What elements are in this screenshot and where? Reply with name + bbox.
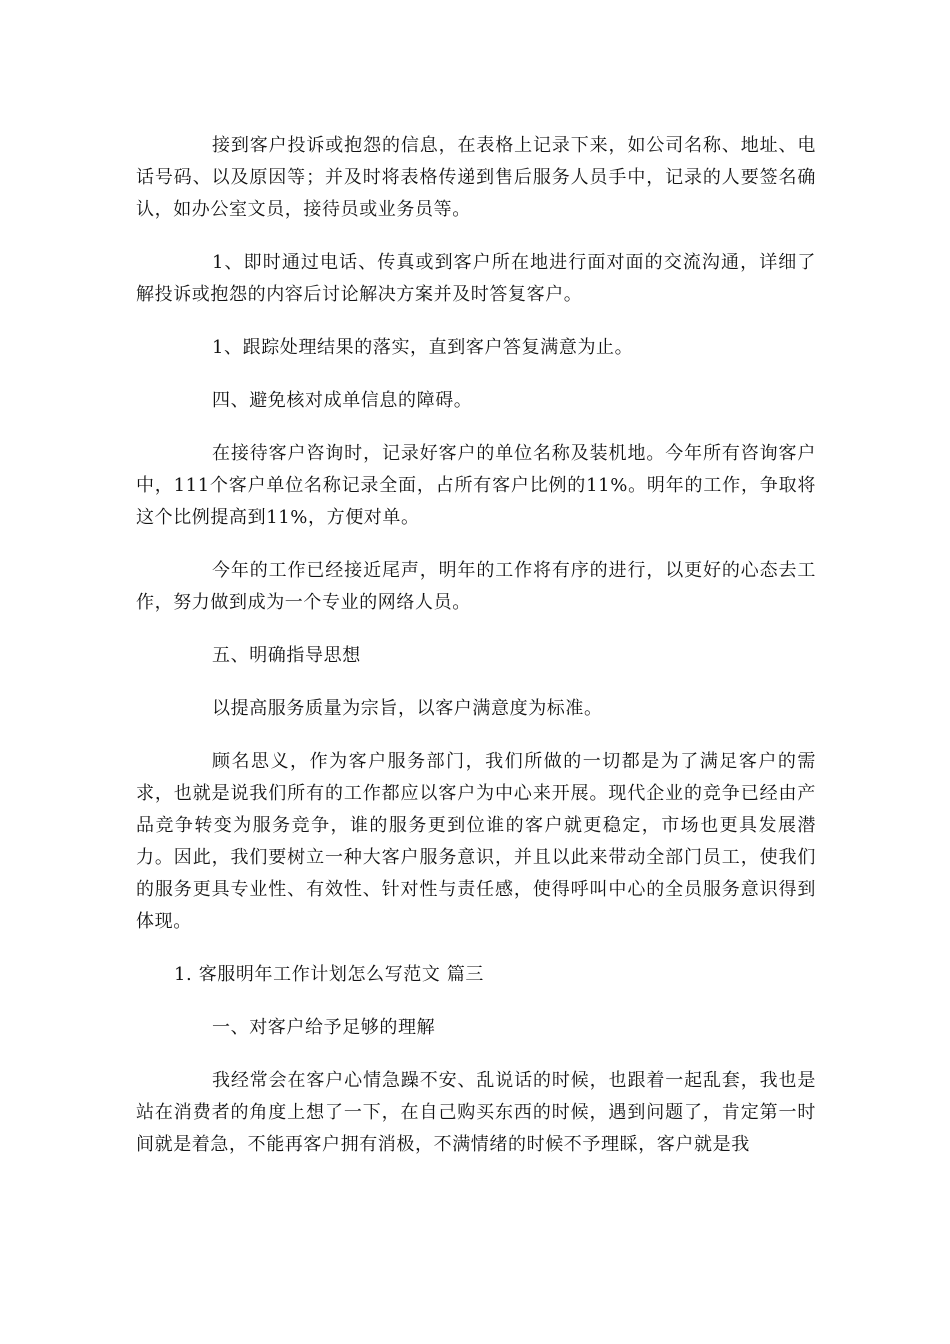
paragraph-follow-up: 1、跟踪处理结果的落实，直到客户答复满意为止。	[212, 337, 634, 358]
heading-article-three: 1. 客服明年工作计划怎么写范文 篇三	[174, 964, 485, 985]
paragraph-year-end: 今年的工作已经接近尾声，明年的工作将有序的进行，以更好的心态去工作，努力做到成为一个专业的网络人员。	[136, 560, 816, 613]
paragraph-timely-communication: 1、即时通过电话、传真或到客户所在地进行面对面的交流沟通，详细了解投诉或抱怨的内容后讨论解决方案并及时答复客户。	[136, 252, 816, 305]
document-body	[136, 130, 816, 1182]
heading-section-four: 四、避免核对成单信息的障碍。	[212, 390, 473, 411]
paragraph-customer-emotions: 我经常会在客户心情急躁不安、乱说话的时候，也跟着一起乱套，我也是站在消费者的角度上想了一下，在自己购买东西的时候，遇到问题了，肯定第一时间就是着急，不能再客户拥有消极，不满情绪的时候不予理睬，客户就是我	[136, 1070, 816, 1155]
paragraph-customer-inquiry: 在接待客户咨询时，记录好客户的单位名称及装机地。今年所有咨询客户中，111个客户单位名称记录全面，占所有客户比例的11%。明年的工作，争取将这个比例提高到11%，方便对单。	[136, 443, 816, 528]
heading-section-five: 五、明确指导思想	[212, 645, 361, 666]
paragraph-service-purpose: 以提高服务质量为宗旨，以客户满意度为标准。	[212, 698, 603, 719]
paragraph-customer-service-dept: 顾名思义，作为客户服务部门，我们所做的一切都是为了满足客户的需求，也就是说我们所有的工作都应以客户为中心来开展。现代企业的竞争已经由产品竞争转变为服务竞争，谁的服务更到位谁的客户就更稳定，市场也更具发展潜力。因此，我们要树立一种大客户服务意识，并且以此来带动全部门员工，使我们的服务更具专业性、有效性、针对性与责任感，使得呼叫中心的全员服务意识得到体现。	[136, 751, 816, 932]
paragraph-complaint-record: 接到客户投诉或抱怨的信息，在表格上记录下来，如公司名称、地址、电话号码、以及原因等；并及时将表格传递到售后服务人员手中，记录的人要签名确认，如办公室文员，接待员或业务员等。	[136, 135, 816, 220]
heading-understand-customers: 一、对客户给予足够的理解	[212, 1017, 436, 1038]
